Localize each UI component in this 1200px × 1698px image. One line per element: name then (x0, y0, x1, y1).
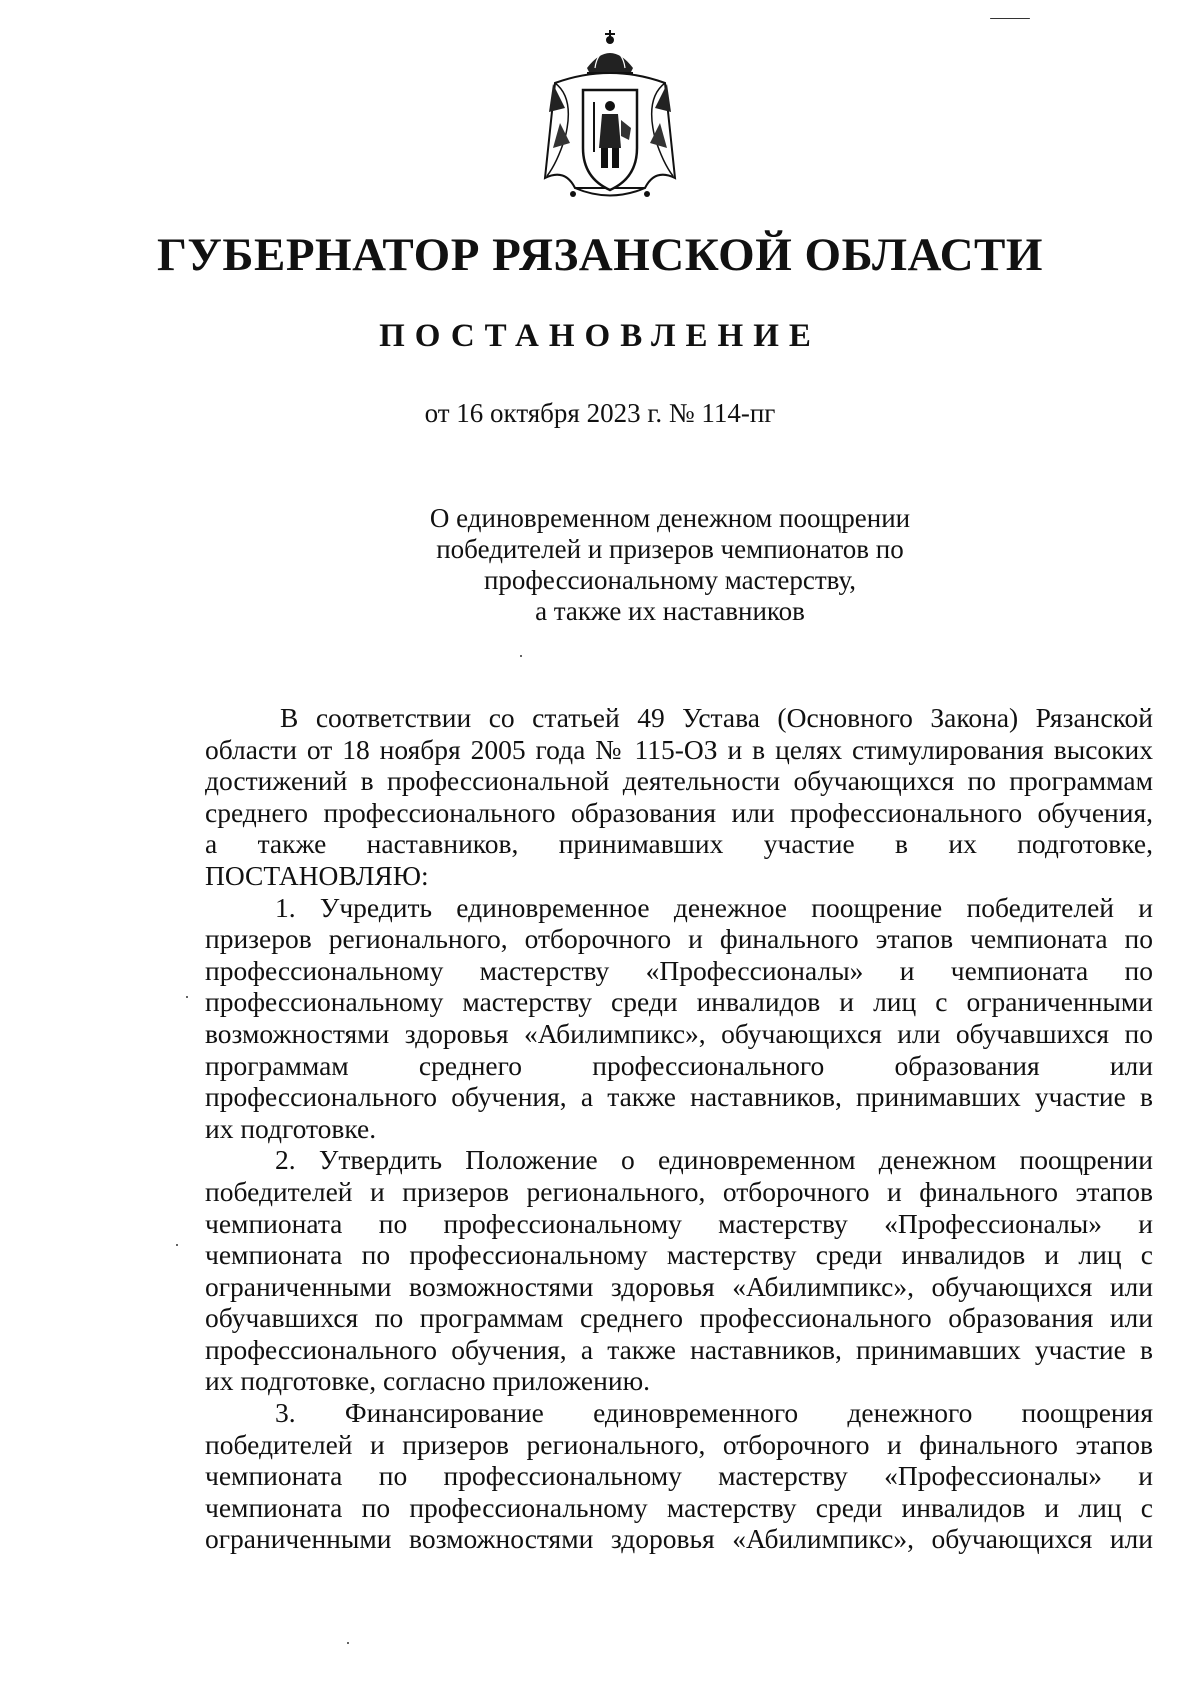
item-3-line: победителей и призеров регионального, отборочного и финального этапов (205, 1428, 1153, 1460)
item-2-line: чемпионата по профессиональному мастерству «Профессионалы» и (205, 1207, 1153, 1239)
item-1-line: профессионального обучения, а также наставников, принимавших участие в (205, 1081, 1153, 1113)
item-2-line: ограниченными возможностями здоровья «Абилимпикс», обучающихся или (205, 1270, 1153, 1302)
item-1-line: профессиональному мастерству среди инвалидов и лиц с ограниченными (205, 986, 1153, 1018)
item-3-line: чемпионата по профессиональному мастерству среди инвалидов и лиц с (205, 1491, 1153, 1523)
scan-speck (520, 655, 522, 657)
scan-speck (186, 996, 188, 998)
item-2-line: профессионального обучения, а также наставников, принимавших участие в (205, 1333, 1153, 1365)
item-1-line: 1. Учредить единовременное денежное поощрение победителей и (275, 891, 1153, 923)
item-1-line: программам среднего профессионального образования или (205, 1049, 1153, 1081)
item-2-line: победителей и призеров регионального, отборочного и финального этапов (205, 1175, 1153, 1207)
document-body (205, 702, 1153, 1555)
scan-speck (176, 1244, 178, 1246)
scan-speck (347, 1642, 349, 1644)
preamble-line: области от 18 ноября 2005 года № 115-ОЗ и в целях стимулирования высоких (205, 733, 1153, 765)
preamble-line: а также наставников, принимавших участие в их подготовке, (205, 828, 1153, 860)
item-2-line: 2. Утвердить Положение о единовременном денежном поощрении (275, 1144, 1153, 1176)
decree-word: ПОСТАНОВЛЯЮ: (205, 859, 429, 891)
item-1-line: возможностями здоровья «Абилимпикс», обучающихся или обучавшихся по (205, 1017, 1153, 1049)
preamble-line: В соответствии со статьей 49 Устава (Основного Закона) Рязанской (280, 702, 1153, 733)
item-2-line: чемпионата по профессиональному мастерству среди инвалидов и лиц с (205, 1239, 1153, 1271)
item-2-line: обучавшихся по программам среднего профессионального образования или (205, 1302, 1153, 1334)
document-type: ПОСТАНОВЛЕНИЕ (379, 318, 821, 354)
item-1-line: их подготовке. (205, 1112, 377, 1144)
subject-line: победителей и призеров чемпионатов по (436, 534, 904, 564)
document-date-number: от 16 октября 2023 г. № 114-пг (424, 398, 776, 428)
ryazan-coat-of-arms-icon (535, 28, 685, 208)
scan-speck (990, 18, 1030, 19)
subject-line: профессиональному мастерству, (483, 565, 857, 595)
issuing-authority: ГУБЕРНАТОР РЯЗАНСКОЙ ОБЛАСТИ (157, 229, 1043, 281)
item-3-line: чемпионата по профессиональному мастерству «Профессионалы» и (205, 1460, 1153, 1492)
preamble-line: среднего профессионального образования или профессионального обучения, (205, 796, 1153, 828)
item-1-line: профессиональному мастерству «Профессионалы» и чемпионата по (205, 954, 1153, 986)
item-2-line: их подготовке, согласно приложению. (205, 1365, 650, 1397)
item-3-line: ограниченными возможностями здоровья «Абилимпикс», обучающихся или (205, 1523, 1153, 1555)
subject-line: а также их наставников (535, 596, 805, 626)
item-3-line: 3. Финансирование единовременного денежного поощрения (275, 1397, 1153, 1429)
subject-line: О единовременном денежном поощрении (429, 503, 911, 533)
document-subject (410, 503, 930, 627)
preamble-line: достижений в профессиональной деятельности обучающихся по программам (205, 765, 1153, 797)
item-1-line: призеров регионального, отборочного и финального этапов чемпионата по (205, 923, 1153, 955)
